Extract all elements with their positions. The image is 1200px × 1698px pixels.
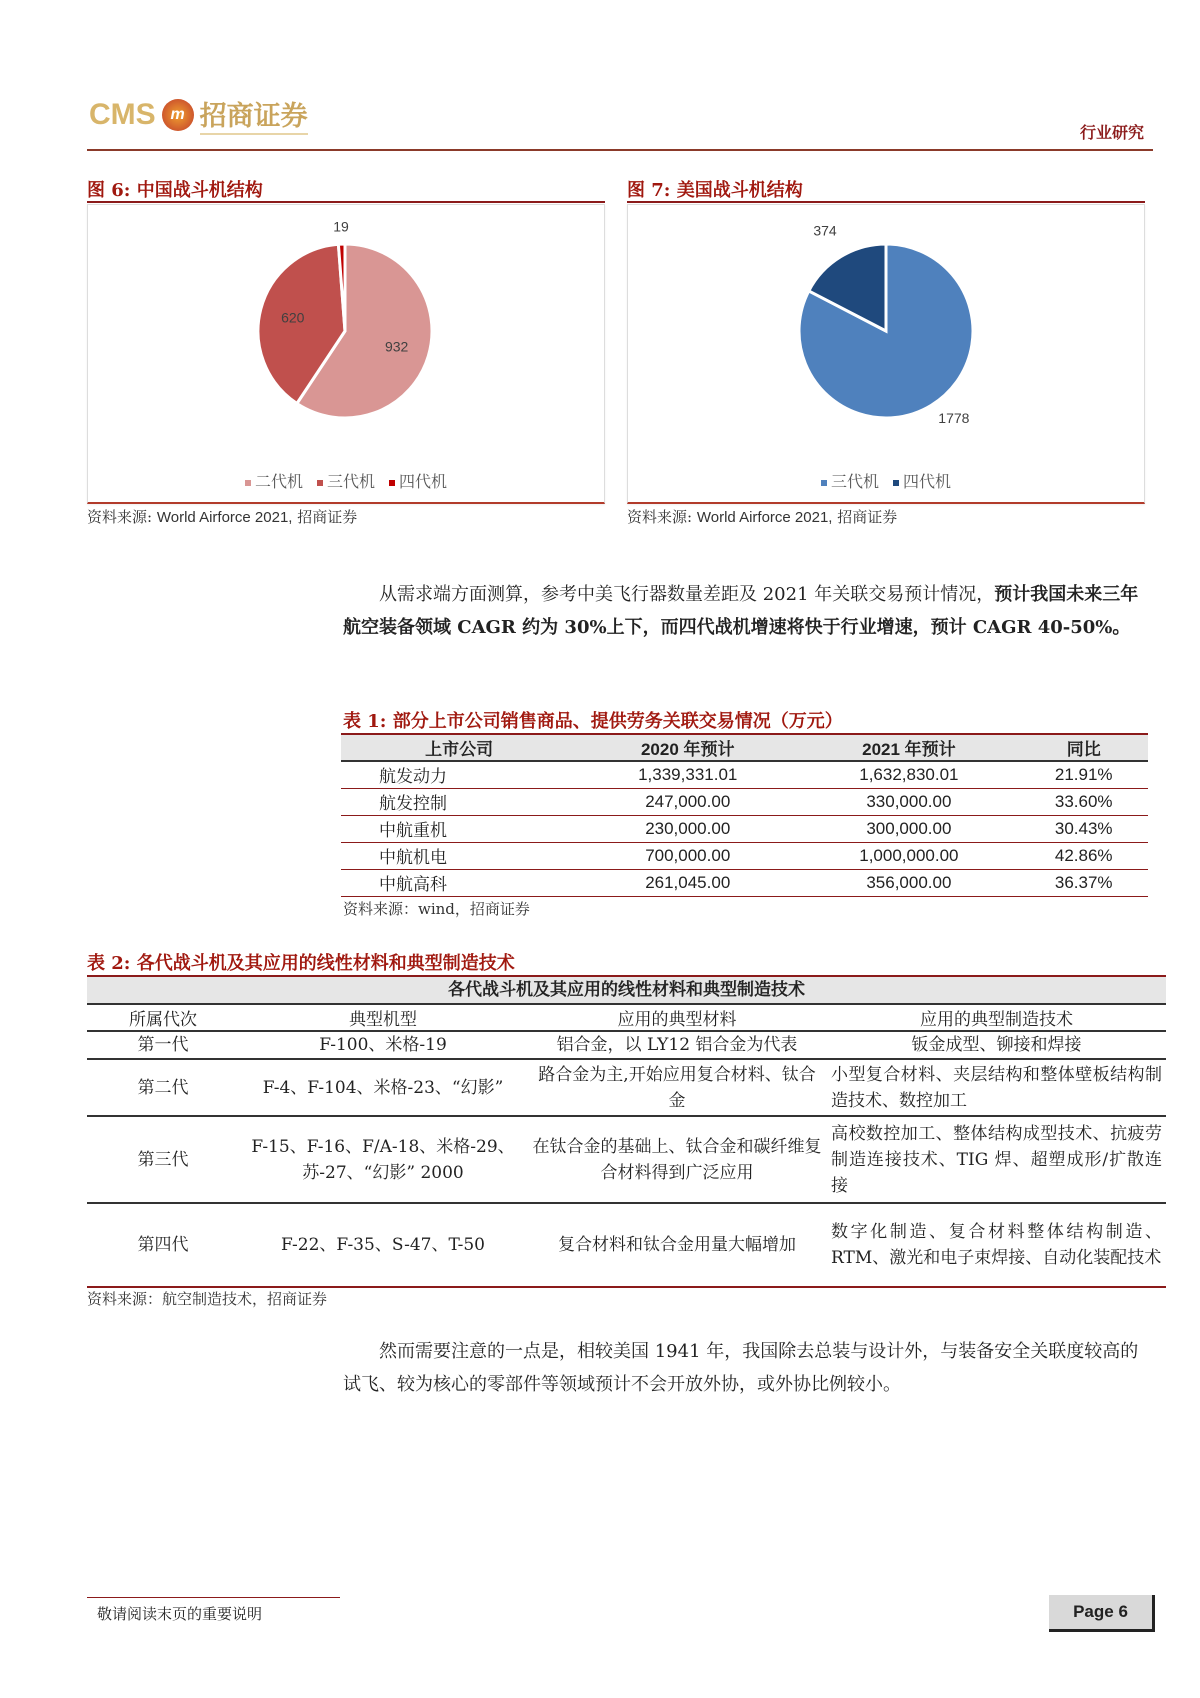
table1-header: 2020 年预计 xyxy=(577,734,798,761)
legend-label: 三代机 xyxy=(830,472,879,491)
table-cell: 1,339,331.01 xyxy=(577,761,798,788)
table-cell: 700,000.00 xyxy=(577,842,798,869)
pie-data-label: 374 xyxy=(813,222,837,239)
fig6-rule xyxy=(87,201,605,203)
table1-header: 同比 xyxy=(1019,734,1148,761)
legend-item xyxy=(245,469,303,492)
fig6-pie xyxy=(88,205,604,445)
table-cell: 30.43% xyxy=(1019,815,1148,842)
table-cell: 复合材料和钛合金用量大幅增加 xyxy=(527,1203,827,1287)
table2-source: 资料来源：航空制造技术，招商证券 xyxy=(87,1290,328,1308)
legend-label: 三代机 xyxy=(326,472,375,491)
table-row xyxy=(341,842,1148,869)
table2-header: 应用的典型制造技术 xyxy=(827,1004,1166,1031)
table-cell: 路合金为主,开始应用复合材料、钛合金 xyxy=(527,1059,827,1116)
table-cell: 航发动力 xyxy=(341,761,577,788)
logo-badge-icon: m xyxy=(162,99,194,131)
table-row xyxy=(87,1203,1166,1287)
fig7-pie xyxy=(628,205,1144,445)
table-cell: 第一代 xyxy=(87,1031,239,1059)
fig6-chart xyxy=(87,204,605,504)
fig6-title: 图 6: 中国战斗机结构 xyxy=(87,180,263,201)
pie-data-label: 19 xyxy=(333,218,349,235)
table-row xyxy=(341,815,1148,842)
table-cell: 247,000.00 xyxy=(577,788,798,815)
table-cell: 第三代 xyxy=(87,1116,239,1203)
table-row xyxy=(341,761,1148,788)
table2-caption: 各代战斗机及其应用的线性材料和典型制造技术 xyxy=(87,976,1166,1004)
table-row xyxy=(87,1031,1166,1059)
legend-label: 四代机 xyxy=(903,472,952,491)
table1 xyxy=(341,733,1148,897)
table-cell: F-4、F-104、米格-23、“幻影” xyxy=(239,1059,527,1116)
logo-cn: 招商证券 xyxy=(200,94,308,135)
logo-en: CMS xyxy=(89,97,156,131)
table-cell: 在钛合金的基础上、钛合金和碳纤维复合材料得到广泛应用 xyxy=(527,1116,827,1203)
table1-header: 上市公司 xyxy=(341,734,577,761)
table-cell: 第二代 xyxy=(87,1059,239,1116)
fig7-legend xyxy=(628,469,1144,492)
legend-swatch xyxy=(389,480,395,486)
legend-swatch xyxy=(893,480,899,486)
legend-label: 四代机 xyxy=(399,472,448,491)
table-cell: 261,045.00 xyxy=(577,869,798,896)
table-cell: 230,000.00 xyxy=(577,815,798,842)
footer-rule xyxy=(87,1597,340,1598)
cms-logo xyxy=(89,94,308,135)
legend-label: 二代机 xyxy=(254,472,303,491)
table-cell: F-100、米格-19 xyxy=(239,1031,527,1059)
table-cell: 21.91% xyxy=(1019,761,1148,788)
legend-swatch xyxy=(821,480,827,486)
header-divider xyxy=(87,149,1153,151)
legend-swatch xyxy=(317,480,323,486)
table-cell: 小型复合材料、夹层结构和整体壁板结构制造技术、数控加工 xyxy=(827,1059,1166,1116)
table-cell: 33.60% xyxy=(1019,788,1148,815)
paragraph-note: 然而需要注意的一点是，相较美国 1941 年，我国除去总装与设计外，与装备安全关联度较高的试飞、较为核心的零部件等领域预计不会开放外协，或外协比例较小。 xyxy=(343,1341,1139,1395)
table-cell: 中航重机 xyxy=(341,815,577,842)
fig7-rule xyxy=(627,201,1145,203)
legend-item xyxy=(317,469,375,492)
table-cell: 1,632,830.01 xyxy=(798,761,1019,788)
table-cell: 第四代 xyxy=(87,1203,239,1287)
table-cell: 330,000.00 xyxy=(798,788,1019,815)
paragraph-demand: 从需求端方面测算，参考中美飞行器数量差距及 2021 年关联交易预计情况，预计我国未来三年航空装备领域 CAGR 约为 30%上下，而四代战机增速将快于行业增速，预计 CAGR 40-50%。 xyxy=(343,584,1139,638)
table2-header: 典型机型 xyxy=(239,1004,527,1031)
table-row xyxy=(341,869,1148,896)
table-cell: 铝合金，以 LY12 铝合金为代表 xyxy=(527,1031,827,1059)
table-cell: F-22、F-35、S-47、T-50 xyxy=(239,1203,527,1287)
table1-title: 表 1: 部分上市公司销售商品、提供劳务关联交易情况（万元） xyxy=(343,711,843,732)
table2-title: 表 2: 各代战斗机及其应用的线性材料和典型制造技术 xyxy=(87,953,515,974)
table-cell: 36.37% xyxy=(1019,869,1148,896)
table-row xyxy=(87,1059,1166,1116)
table-cell: 钣金成型、铆接和焊接 xyxy=(827,1031,1166,1059)
legend-item xyxy=(893,469,951,492)
fig7-title: 图 7: 美国战斗机结构 xyxy=(627,180,803,201)
legend-item xyxy=(821,469,879,492)
table-cell: 航发控制 xyxy=(341,788,577,815)
table2-header: 所属代次 xyxy=(87,1004,239,1031)
table2-header: 应用的典型材料 xyxy=(527,1004,827,1031)
table-cell: 中航机电 xyxy=(341,842,577,869)
table-cell: 中航高科 xyxy=(341,869,577,896)
table-cell: 300,000.00 xyxy=(798,815,1019,842)
table-cell: 高校数控加工、整体结构成型技术、抗疲劳制造连接技术、TIG 焊、超塑成形/扩散连接 xyxy=(827,1116,1166,1203)
fig7-chart xyxy=(627,204,1145,504)
table-cell: 42.86% xyxy=(1019,842,1148,869)
table-cell: 356,000.00 xyxy=(798,869,1019,896)
legend-swatch xyxy=(245,480,251,486)
table1-header: 2021 年预计 xyxy=(798,734,1019,761)
table-cell: F-15、F-16、F/A-18、米格-29、苏-27、“幻影” 2000 xyxy=(239,1116,527,1203)
pie-data-label: 620 xyxy=(281,309,305,326)
fig6-source: 资料来源: World Airforce 2021, 招商证券 xyxy=(87,508,358,526)
section-label: 行业研究 xyxy=(1079,123,1144,142)
footer-note: 敬请阅读末页的重要说明 xyxy=(97,1605,263,1623)
table-cell: 数字化制造、复合材料整体结构制造、RTM、激光和电子束焊接、自动化装配技术 xyxy=(827,1203,1166,1287)
page-number: Page 6 xyxy=(1049,1595,1155,1632)
pie-data-label: 1778 xyxy=(938,410,970,426)
table2 xyxy=(87,975,1166,1288)
table-row xyxy=(341,788,1148,815)
legend-item xyxy=(389,469,447,492)
table-cell: 1,000,000.00 xyxy=(798,842,1019,869)
pie-data-label: 932 xyxy=(384,338,409,355)
table-row xyxy=(87,1116,1166,1203)
fig6-legend xyxy=(88,469,604,492)
fig7-source: 资料来源: World Airforce 2021, 招商证券 xyxy=(627,508,898,526)
table1-source: 资料来源：wind，招商证券 xyxy=(343,900,530,918)
